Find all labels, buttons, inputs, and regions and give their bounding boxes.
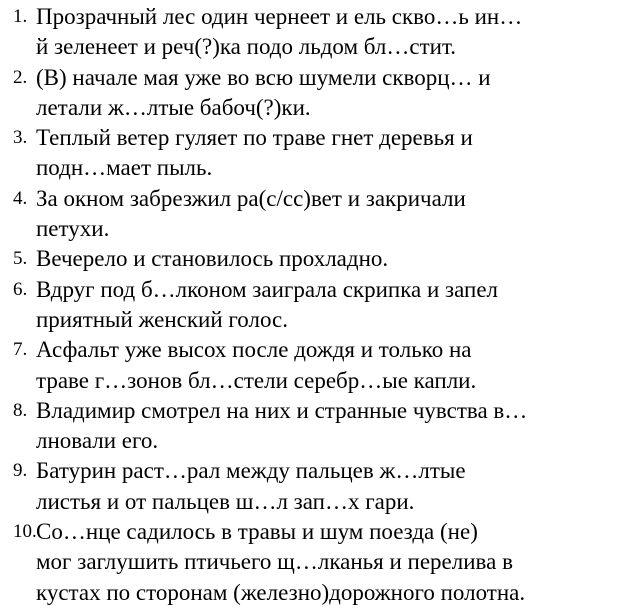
item-text-line: Батурин раст…рал между пальцев ж…лтые [36, 458, 466, 484]
item-text-line: Асфальт уже высох после дождя и только на [36, 337, 472, 363]
item-text-line: й зеленеет и реч(?)ка подо льдом бл…стит. [36, 34, 457, 60]
item-number: 5. [13, 248, 28, 270]
list-item-1 [0, 2, 617, 63]
item-number: 2. [13, 66, 28, 88]
item-text-line: летали ж…лтые бабоч(?)ки. [36, 94, 311, 120]
list-item-9 [0, 456, 617, 517]
list-item-6 [0, 275, 617, 336]
item-text-line: лновали его. [36, 428, 159, 454]
list-item-8 [0, 396, 617, 457]
item-text-line: Вечерело и становилось прохладно. [36, 246, 389, 272]
list-item-7 [0, 335, 617, 396]
item-text-line: Прозрачный лес один чернеет и ель скво…ь ин… [36, 4, 523, 29]
list-item-2 [0, 63, 617, 124]
list-item-3 [0, 123, 617, 184]
list-item-4 [0, 184, 617, 245]
item-number: 7. [13, 339, 28, 361]
item-text-line: кустах по сторонам (железно)дорожного полотна. [36, 579, 526, 605]
item-number: 9. [13, 460, 28, 482]
item-text-line: Вдруг под б…лконом заиграла скрипка и запел [36, 276, 499, 302]
item-number: 10. [13, 521, 37, 543]
item-text-line: Со…нце садилось в травы и шум поезда (не) [36, 519, 478, 545]
list-item-5 [0, 244, 617, 274]
item-text-line: Теплый ветер гуляет по траве гнет деревья и [36, 125, 473, 151]
item-text-line: траве г…зонов бл…стели серебр…ые капли. [36, 367, 477, 393]
item-number: 3. [13, 127, 28, 149]
item-text-line: (В) начале мая уже во всю шумели скворц… и [36, 64, 491, 90]
item-text-line: петухи. [36, 216, 110, 242]
item-text-line: подн…мает пыль. [36, 155, 213, 181]
item-number: 6. [13, 278, 28, 300]
list-item-10 [0, 517, 617, 608]
item-text-line: приятный женский голос. [36, 306, 288, 332]
item-number: 1. [13, 6, 28, 27]
item-number: 4. [13, 187, 28, 209]
item-text-line: Владимир смотрел на них и странные чувства в… [36, 397, 528, 423]
item-number: 8. [13, 399, 28, 421]
item-text-line: листья и от пальцев ш…л зап…х гари. [36, 488, 415, 514]
item-text-line: За окном забрезжил ра(с/сс)вет и закричали [36, 185, 466, 211]
item-text-line: мог заглушить птичьего щ…лканья и перелива в [36, 549, 513, 575]
